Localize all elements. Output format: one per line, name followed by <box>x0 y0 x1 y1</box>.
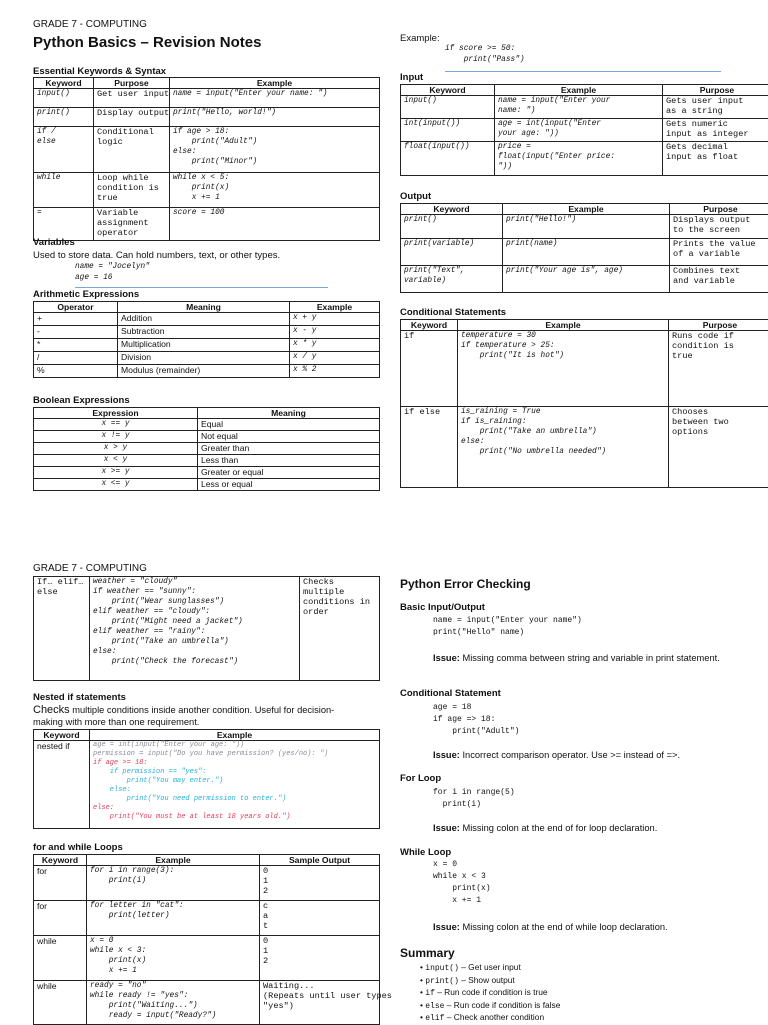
purpose-cell: Loop while condition is true <box>97 173 166 203</box>
column-header: Keyword <box>401 320 458 331</box>
column-header: Operator <box>34 302 118 313</box>
purpose-cell: Displays output to the screen <box>673 215 768 235</box>
table-row <box>34 326 380 339</box>
output-cell: Waiting... (Repeats until user types "yes") <box>263 981 376 1011</box>
operator-cell: * <box>34 339 118 352</box>
page-title: Python Basics – Revision Notes <box>33 34 261 51</box>
column-header: Example <box>290 302 380 313</box>
keyword-cell: input() <box>404 96 491 106</box>
purpose-cell: Combines text and variable <box>673 266 768 286</box>
meaning-cell: Equal <box>198 419 380 431</box>
keyword-cell: print(variable) <box>404 239 499 249</box>
purpose-cell: Checks multiple conditions in order <box>303 577 376 617</box>
nested-table <box>33 729 380 829</box>
column-header: Example <box>503 204 670 215</box>
example-cell: ready = "no" while ready != "yes": print("Waiting...") ready = input("Ready?") <box>90 981 256 1021</box>
table-row <box>34 901 380 936</box>
list-item: • print() – Show output <box>420 975 560 988</box>
input-heading: Input <box>400 72 423 83</box>
example-code: if score >= 50: print("Pass") <box>445 44 525 66</box>
table-row <box>34 455 380 467</box>
operator-cell: + <box>34 313 118 326</box>
conditional-table <box>400 319 768 488</box>
example-cell: x / y <box>290 352 380 365</box>
nested-text-body: multiple conditions inside another condition. Useful for decision-making with more than one requirement. <box>33 705 334 727</box>
example-cell: if age > 18: print("Adult") else: print("Minor") <box>173 127 376 167</box>
purpose-cell: Conditional logic <box>97 127 166 147</box>
table-row <box>34 577 380 681</box>
output-heading: Output <box>400 191 431 202</box>
column-header: Meaning <box>198 408 380 419</box>
column-header: Sample Output <box>260 855 380 866</box>
purpose-cell: Variable assignment operator <box>97 208 166 238</box>
keyword-cell: while <box>37 173 90 183</box>
divider <box>75 287 328 288</box>
table-row <box>401 142 768 176</box>
keyword-cell: for <box>34 866 87 901</box>
column-header: Purpose <box>663 85 768 96</box>
expression-cell: x < y <box>34 455 198 467</box>
example-cell: x + y <box>290 313 380 326</box>
example-cell: name = input("Enter your name: ") <box>498 96 659 116</box>
nested-code <box>90 741 380 829</box>
error-checking-heading: Python Error Checking <box>400 577 531 591</box>
nested-code-outer-if: if age >= 18: <box>93 759 376 768</box>
example-cell: temperature = 30 if temperature > 25: print("It is hot") <box>461 331 665 361</box>
column-header: Keyword <box>401 85 495 96</box>
column-header: Example <box>90 730 380 741</box>
table-row <box>401 331 768 407</box>
keyword-cell: = <box>37 208 90 218</box>
purpose-cell: Gets decimal input as float <box>666 142 768 162</box>
error-code: age = 18 if age => 18: print("Adult") <box>433 702 519 738</box>
example-cell: for letter in "cat": print(letter) <box>90 901 256 921</box>
example-cell: x % 2 <box>290 365 380 378</box>
expression-cell: x == y <box>34 419 198 431</box>
keyword-cell: float(input()) <box>404 142 491 152</box>
list-item: • else – Run code if condition is false <box>420 1000 560 1013</box>
example-cell: score = 100 <box>173 208 376 218</box>
issue-label: Issue: <box>433 922 460 932</box>
column-header: Keyword <box>401 204 503 215</box>
table-row <box>34 173 380 208</box>
purpose-cell: Runs code if condition is true <box>672 331 768 361</box>
keyword-cell: while <box>34 981 87 1025</box>
summary-code: input() <box>425 964 459 973</box>
operator-cell: / <box>34 352 118 365</box>
table-header-row <box>401 204 768 215</box>
purpose-cell: Gets user input as a string <box>666 96 768 116</box>
boolean-table <box>33 407 380 491</box>
table-row <box>34 443 380 455</box>
table-row <box>34 208 380 241</box>
column-header: Purpose <box>669 320 768 331</box>
meaning-cell: Addition <box>118 313 290 326</box>
purpose-cell: Get user input <box>97 89 166 99</box>
keyword-cell: while <box>34 936 87 981</box>
column-header: Purpose <box>670 204 768 215</box>
example-cell: age = int(input("Enter your age: ")) <box>498 119 659 139</box>
summary-code: print() <box>425 977 459 986</box>
summary-code: else <box>425 1002 444 1011</box>
table-row <box>401 266 768 293</box>
table-header-row <box>34 78 380 89</box>
keyword-cell: nested if <box>34 741 90 829</box>
table-header-row <box>34 408 380 419</box>
error-section-heading: While Loop <box>400 847 451 858</box>
issue-label: Issue: <box>433 823 460 833</box>
summary-code: if <box>425 989 435 998</box>
operator-cell: - <box>34 326 118 339</box>
error-issue <box>433 922 763 932</box>
grade-label-page2: GRADE 7 - COMPUTING <box>33 563 147 574</box>
table-row <box>34 339 380 352</box>
example-cell: print("Hello!") <box>506 215 666 225</box>
issue-label: Issue: <box>433 750 460 760</box>
example-cell: x = 0 while x < 3: print(x) x += 1 <box>90 936 256 976</box>
column-header: Example <box>170 78 380 89</box>
output-cell: c a t <box>263 901 376 931</box>
table-row <box>34 741 380 829</box>
purpose-cell: Chooses between two options <box>672 407 768 437</box>
summary-heading: Summary <box>400 946 455 960</box>
variables-text: Used to store data. Can hold numbers, text, or other types. <box>33 250 280 261</box>
input-table <box>400 84 768 176</box>
loops-heading: for and while Loops <box>33 842 123 853</box>
keyword-cell: print() <box>37 108 90 118</box>
example-cell: print("Your age is", age) <box>506 266 666 276</box>
issue-text: Missing colon at the end of while loop declaration. <box>460 922 668 932</box>
issue-label: Issue: <box>433 653 460 663</box>
expression-cell: x <= y <box>34 479 198 491</box>
purpose-cell: Gets numeric input as integer <box>666 119 768 139</box>
table-row <box>401 215 768 239</box>
nested-heading: Nested if statements <box>33 692 126 703</box>
issue-text: Incorrect comparison operator. Use >= instead of =>. <box>460 750 680 760</box>
example-cell: weather = "cloudy" if weather == "sunny": print("Wear sunglasses") elif weather == "cloudy": print("Might need a jacket") elif weather == "rainy": print("Take an umbrella") else: print("Check the forecast") <box>93 577 296 667</box>
error-section-heading: Conditional Statement <box>400 688 501 699</box>
table-row <box>34 108 380 127</box>
meaning-cell: Multiplication <box>118 339 290 352</box>
error-section-heading: Basic Input/Output <box>400 602 485 613</box>
nested-text <box>33 704 353 728</box>
arithmetic-table <box>33 301 380 378</box>
table-row <box>34 866 380 901</box>
grade-label: GRADE 7 - COMPUTING <box>33 19 147 30</box>
meaning-cell: Greater or equal <box>198 467 380 479</box>
table-row <box>34 89 380 108</box>
summary-text: – Check another condition <box>444 1012 544 1022</box>
issue-text: Missing comma between string and variable in print statement. <box>460 653 720 663</box>
keywords-heading: Essential Keywords & Syntax <box>33 66 166 77</box>
meaning-cell: Not equal <box>198 431 380 443</box>
table-row <box>34 467 380 479</box>
arithmetic-heading: Arithmetic Expressions <box>33 289 139 300</box>
keyword-cell: print("Text", variable) <box>404 266 499 286</box>
column-header: Keyword <box>34 855 87 866</box>
summary-list <box>420 962 560 1025</box>
table-row <box>401 239 768 266</box>
meaning-cell: Greater than <box>198 443 380 455</box>
table-row <box>401 96 768 119</box>
error-issue <box>433 750 763 760</box>
summary-text: – Run code if condition is true <box>435 987 548 997</box>
error-issue <box>433 823 763 833</box>
purpose-cell: Display output <box>97 108 166 118</box>
column-header: Meaning <box>118 302 290 313</box>
keyword-cell: for <box>34 901 87 936</box>
meaning-cell: Subtraction <box>118 326 290 339</box>
expression-cell: x >= y <box>34 467 198 479</box>
list-item: • if – Run code if condition is true <box>420 987 560 1000</box>
example-cell: name = input("Enter your name: ") <box>173 89 376 99</box>
table-row <box>401 407 768 488</box>
loops-table <box>33 854 380 1025</box>
table-row <box>34 352 380 365</box>
summary-code: elif <box>425 1014 444 1023</box>
keyword-cell: if / else <box>37 127 90 147</box>
table-row <box>401 119 768 142</box>
summary-text: – Run code if condition is false <box>444 1000 560 1010</box>
expression-cell: x > y <box>34 443 198 455</box>
column-header: Expression <box>34 408 198 419</box>
column-header: Purpose <box>94 78 170 89</box>
meaning-cell: Less than <box>198 455 380 467</box>
meaning-cell: Less or equal <box>198 479 380 491</box>
meaning-cell: Modulus (remainder) <box>118 365 290 378</box>
example-cell: is_raining = True if is_raining: print("Take an umbrella") else: print("No umbrella needed") <box>461 407 665 457</box>
error-section-heading: For Loop <box>400 773 441 784</box>
error-code: for i in range(5) print(i) <box>433 787 515 811</box>
expression-cell: x != y <box>34 431 198 443</box>
table-header-row <box>34 730 380 741</box>
nested-code-outer-else: else: print("You must be at least 18 years old.") <box>93 804 376 822</box>
divider <box>445 71 721 72</box>
example-cell: while x < 5: print(x) x += 1 <box>173 173 376 203</box>
nested-code-setup: age = int(input("Enter your age: ")) permission = input("Do you have permission? (yes/no): ") <box>93 741 376 759</box>
table-header-row <box>401 85 768 96</box>
table-row <box>34 936 380 981</box>
keyword-cell: int(input()) <box>404 119 491 129</box>
column-header: Example <box>87 855 260 866</box>
variables-heading: Variables <box>33 237 75 248</box>
summary-text: – Get user input <box>459 962 521 972</box>
example-cell: price = float(input("Enter price: ")) <box>498 142 659 172</box>
output-cell: 0 1 2 <box>263 936 376 966</box>
table-row <box>34 431 380 443</box>
keyword-cell: If… elif… else <box>37 577 86 597</box>
keyword-cell: if else <box>404 407 454 417</box>
keyword-cell: if <box>404 331 454 341</box>
table-row <box>34 419 380 431</box>
error-code: x = 0 while x < 3 print(x) x += 1 <box>433 859 491 907</box>
example-cell: x * y <box>290 339 380 352</box>
keyword-cell: input() <box>37 89 90 99</box>
table-row <box>34 365 380 378</box>
column-header: Example <box>495 85 663 96</box>
list-item: • input() – Get user input <box>420 962 560 975</box>
conditional-heading: Conditional Statements <box>400 307 506 318</box>
table-row <box>34 981 380 1025</box>
keyword-cell: print() <box>404 215 499 225</box>
example-cell: x - y <box>290 326 380 339</box>
example-cell: for i in range(3): print(i) <box>90 866 256 886</box>
list-item: • elif – Check another condition <box>420 1012 560 1025</box>
output-cell: 0 1 2 <box>263 866 376 896</box>
output-table <box>400 203 768 293</box>
column-header: Keyword <box>34 730 90 741</box>
keywords-table <box>33 77 380 241</box>
operator-cell: % <box>34 365 118 378</box>
issue-text: Missing colon at the end of for loop declaration. <box>460 823 657 833</box>
variables-code: name = "Jocelyn" age = 16 <box>75 262 150 284</box>
table-header-row <box>401 320 768 331</box>
purpose-cell: Prints the value of a variable <box>673 239 768 259</box>
elif-table <box>33 576 380 681</box>
table-header-row <box>34 302 380 313</box>
meaning-cell: Division <box>118 352 290 365</box>
example-label: Example: <box>400 33 440 44</box>
error-issue <box>433 651 733 665</box>
table-header-row <box>34 855 380 866</box>
summary-text: – Show output <box>459 975 515 985</box>
table-row <box>34 479 380 491</box>
column-header: Keyword <box>34 78 94 89</box>
table-row <box>34 127 380 173</box>
table-row <box>34 313 380 326</box>
example-cell: print(name) <box>506 239 666 249</box>
boolean-heading: Boolean Expressions <box>33 395 130 406</box>
nested-code-inner: if permission == "yes": print("You may enter.") else: print("You need permission to enter.") <box>93 768 376 804</box>
error-code: name = input("Enter your name") print("Hello" name) <box>433 615 582 639</box>
example-cell: print("Hello, world!") <box>173 108 376 118</box>
column-header: Example <box>458 320 669 331</box>
nested-text-lead: Checks <box>33 704 70 716</box>
